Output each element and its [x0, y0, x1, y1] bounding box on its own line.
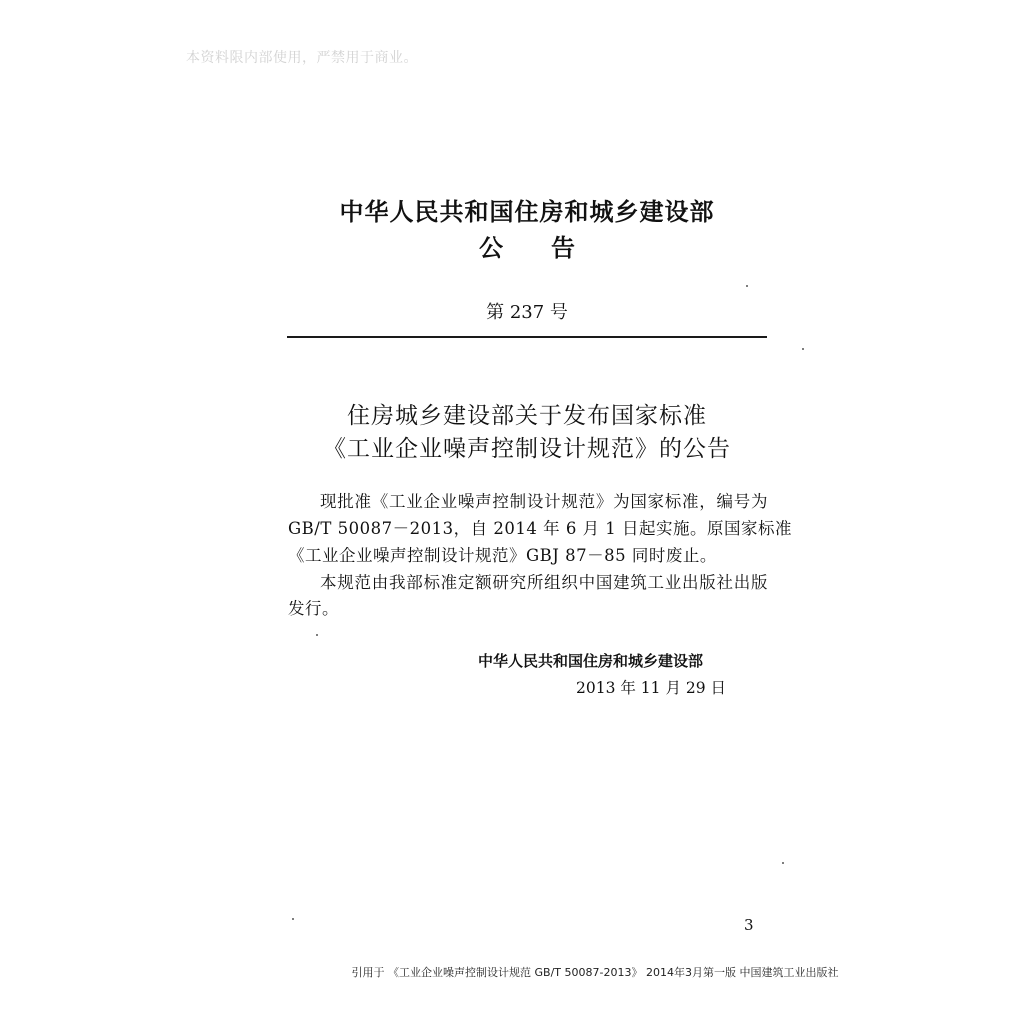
scan-speck [802, 348, 804, 350]
signature-date: 2013 年 11 月 29 日 [576, 679, 727, 697]
scan-speck [292, 918, 294, 920]
divider-rule [287, 336, 767, 338]
scan-speck [782, 862, 784, 864]
scan-speck [316, 634, 318, 636]
page-number: 3 [744, 916, 754, 934]
notice-heading-line-1: 住房城乡建设部关于发布国家标准 [347, 403, 707, 429]
body-paragraph-1-line-2: GB/T 50087－2013，自 2014 年 6 月 1 日起实施。原国家标准 [288, 519, 793, 538]
body-paragraph-1-line-3: 《工业企业噪声控制设计规范》GBJ 87－85 同时废止。 [288, 546, 717, 565]
citation-footer: 引用于 《工业企业噪声控制设计规范 GB/T 50087-2013》 2014年3月第一版 中国建筑工业出版社 [351, 966, 839, 979]
signature-organization: 中华人民共和国住房和城乡建设部 [478, 652, 704, 670]
ministry-title: 中华人民共和国住房和城乡建设部 [339, 198, 715, 226]
announcement-title: 公 告 [479, 234, 575, 262]
notice-heading-line-2: 《工业企业噪声控制设计规范》的公告 [323, 436, 731, 462]
body-paragraph-2-line-1: 本规范由我部标准定额研究所组织中国建筑工业出版社出版 [320, 573, 768, 592]
announcement-number: 第 237 号 [486, 302, 568, 323]
watermark-text: 本资料限内部使用，严禁用于商业。 [186, 50, 418, 66]
body-paragraph-2-line-2: 发行。 [288, 599, 339, 618]
scan-speck [746, 285, 748, 287]
body-paragraph-1-line-1: 现批准《工业企业噪声控制设计规范》为国家标准，编号为 [320, 492, 768, 511]
